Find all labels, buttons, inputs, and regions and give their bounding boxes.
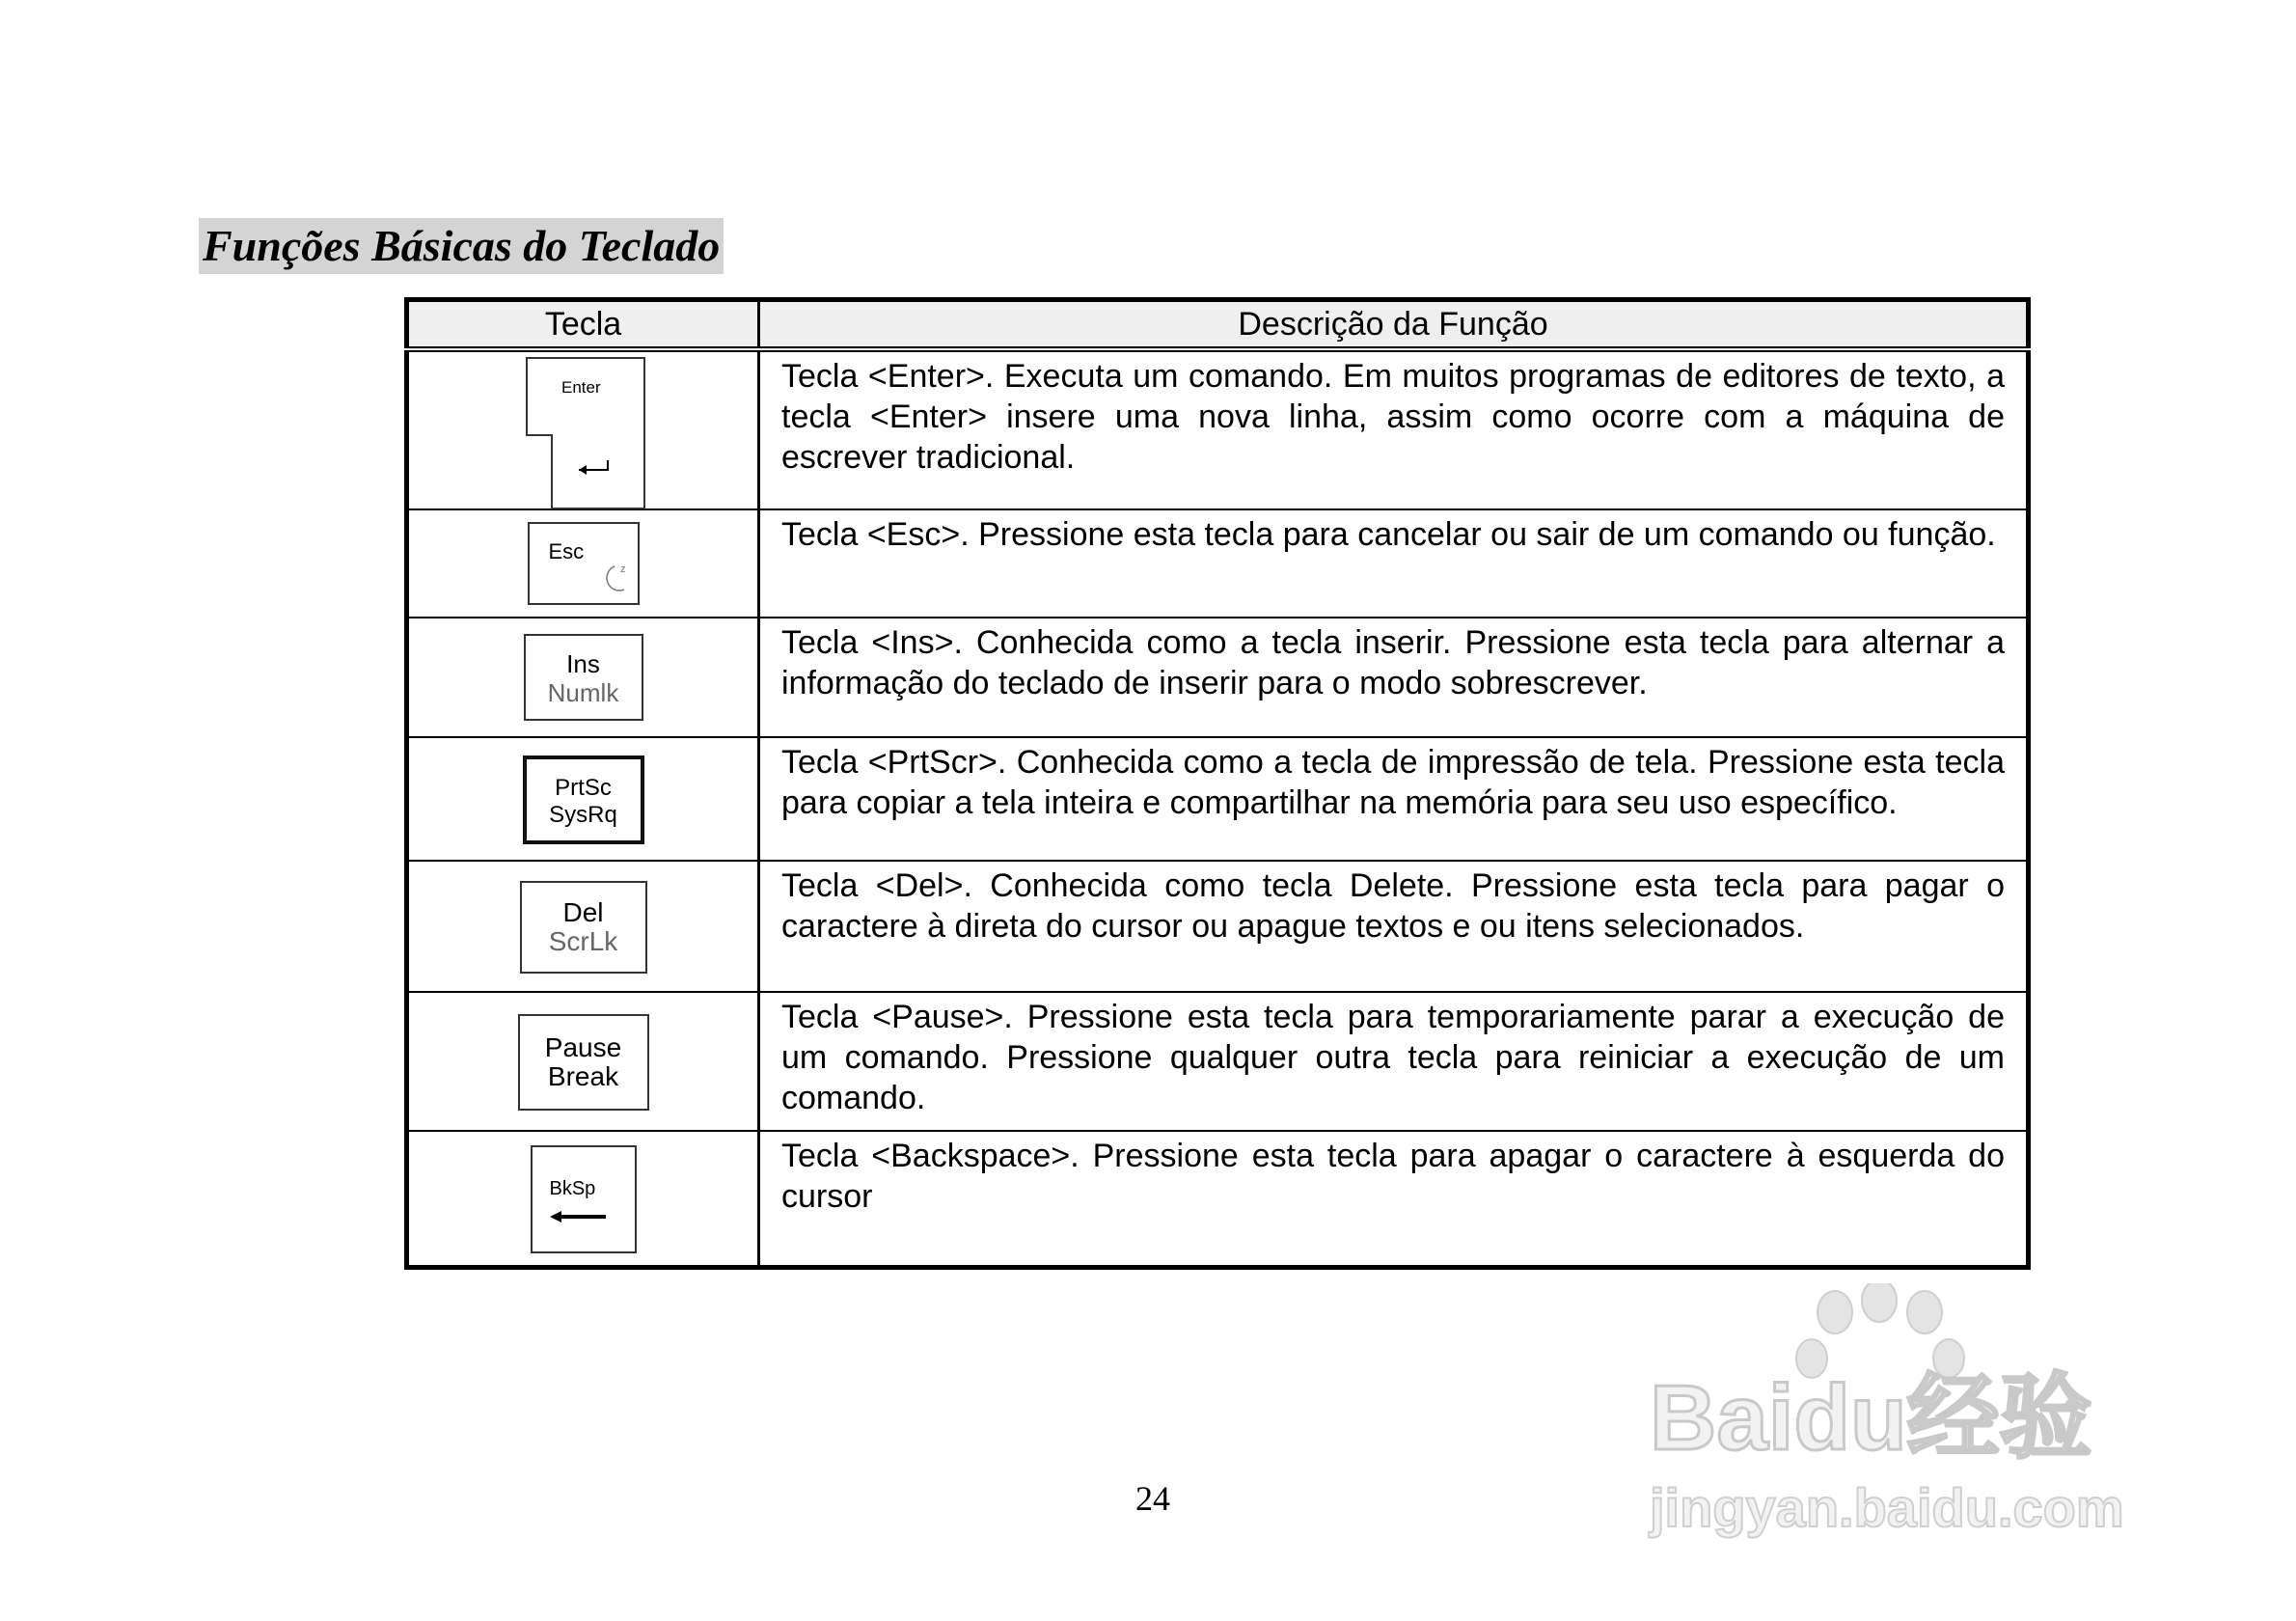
keyboard-functions-table [404, 297, 2031, 1270]
ins-key [524, 634, 643, 721]
esc-key [528, 522, 640, 605]
numlk-key-label: Numlk [547, 678, 619, 707]
break-key-label: Break [547, 1061, 619, 1091]
del-key [520, 881, 647, 974]
key-cell-del [407, 861, 759, 992]
table-row [407, 509, 2029, 618]
del-key-label: Del [562, 897, 604, 927]
ins-key-label: Ins [566, 649, 600, 678]
bksp-key-label: BkSp [549, 1178, 596, 1199]
page-number: 24 [1135, 1479, 1170, 1518]
row-description-del: Tecla <Del>. Conhecida como tecla Delete. Pressione esta tecla para pagar o caractere à direta do cursor ou apague textos e ou itens selecionados. [759, 861, 2029, 992]
pause-key-label: Pause [544, 1032, 622, 1062]
prtsc-key [523, 756, 644, 844]
baidu-watermark [1630, 1283, 2171, 1544]
svg-text:z: z [619, 563, 625, 575]
enter-key [525, 356, 650, 510]
esc-key-label: Esc [548, 539, 585, 563]
key-cell-prtsc [407, 737, 759, 861]
enter-key-label: Enter [561, 378, 601, 397]
watermark-url: jingyan.baidu.com [1650, 1477, 2124, 1538]
paw-icon [1796, 1283, 1964, 1378]
key-cell-ins [407, 618, 759, 737]
row-description-pause: Tecla <Pause>. Pressione esta tecla para temporariamente parar a execução de um comando. Pressione qualquer outra tecla para reiniciar a execução de um comando. [759, 992, 2029, 1131]
row-description-prtsc: Tecla <PrtScr>. Conhecida como a tecla de impressão de tela. Pressione esta tecla para copiar a tela inteira e compartilhar na memória para seu uso específico. [759, 737, 2029, 861]
key-cell-esc [407, 509, 759, 618]
key-cell-bksp [407, 1131, 759, 1268]
header-key: Tecla [407, 300, 759, 350]
row-description-ins: Tecla <Ins>. Conhecida como a tecla inserir. Pressione esta tecla para alternar a informação do teclado de inserir para o modo sobrescrever. [759, 618, 2029, 737]
row-description-enter: Tecla <Enter>. Executa um comando. Em muitos programas de editores de texto, a tecla <Enter> insere uma nova linha, assim como ocorre com a máquina de escrever tradicional. [759, 349, 2029, 509]
scrlk-key-label: ScrLk [548, 926, 618, 956]
key-cell-enter [407, 349, 759, 509]
sysrq-key-label: SysRq [549, 802, 617, 828]
key-cell-pause [407, 992, 759, 1131]
row-description-esc: Tecla <Esc>. Pressione esta tecla para cancelar ou sair de um comando ou função. [759, 509, 2029, 618]
bksp-key [531, 1145, 637, 1253]
table-header-row [407, 300, 2029, 350]
table-row [407, 861, 2029, 992]
prtsc-key-label: PrtSc [555, 775, 612, 801]
section-title: Funções Básicas do Teclado [199, 218, 724, 274]
row-description-bksp: Tecla <Backspace>. Pressione esta tecla para apagar o caractere à esquerda do cursor [759, 1131, 2029, 1268]
pause-key [518, 1014, 649, 1111]
header-description: Descrição da Função [759, 300, 2029, 350]
table-row [407, 737, 2029, 861]
left-arrow-icon [548, 1209, 610, 1224]
table-row [407, 349, 2029, 509]
table-row [407, 1131, 2029, 1268]
table-row [407, 618, 2029, 737]
table-row [407, 992, 2029, 1131]
moon-sleep-icon [597, 559, 632, 597]
watermark-logo-text: Baidu经验 [1650, 1366, 2092, 1470]
